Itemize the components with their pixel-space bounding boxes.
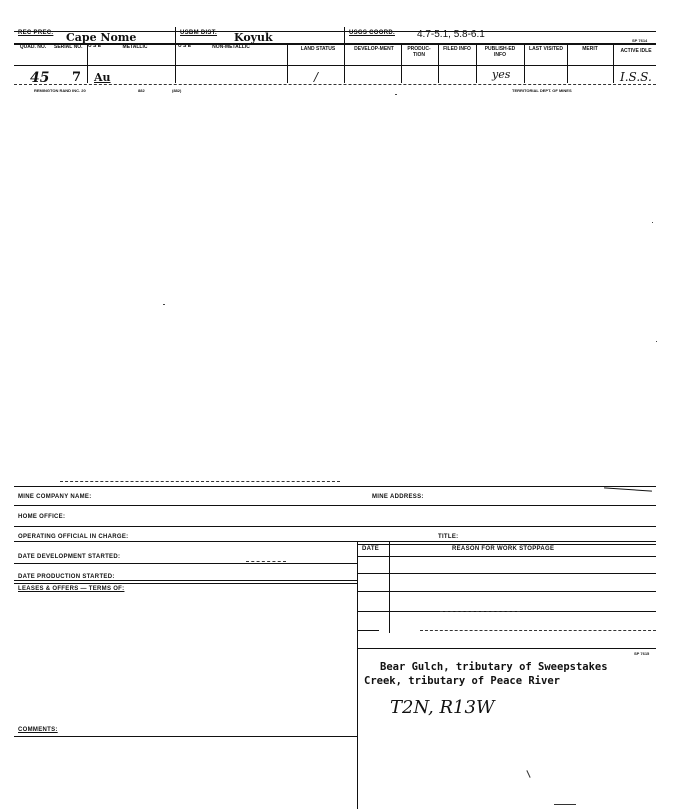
col-serial-no: SERIAL NO. [54,44,83,50]
col-development: DEVELOP-MENT [354,46,394,52]
form-line [14,563,357,564]
form-line [357,630,379,631]
col-non-metallic: NON-METALLIC [212,44,250,50]
col-active-idle: ACTIVE IDLE [620,48,652,54]
usbm-dist-value: Koyuk [234,31,273,44]
title-label: TITLE: [438,534,459,540]
divider [87,43,88,83]
speck [652,222,653,223]
header-row-line [14,65,656,66]
strip-mid1: 882 [138,88,145,93]
col-use-1: U S E [88,43,102,49]
stroke-mark [526,770,530,778]
dash-mark [246,561,286,562]
form-line [14,526,656,527]
rec-prec-label: REC PREC. [18,30,54,36]
row-published-info: yes [492,68,511,81]
row-land-status: / [314,70,319,84]
speck [163,304,165,305]
divider [401,43,402,83]
divider [613,43,614,83]
stroke-mark [604,487,652,491]
row-metallic: Au [94,71,111,84]
form-number-bottom: SP 7615 [634,651,650,656]
form-line [14,541,656,542]
divider [438,43,439,83]
form-line [14,736,357,737]
row-serial: 7 [72,70,82,85]
date-development-label: DATE DEVELOPMENT STARTED: [18,554,121,560]
col-merit: MERIT [582,46,598,52]
home-office-label: HOME OFFICE: [18,514,66,520]
mine-address-label: MINE ADDRESS: [372,494,424,500]
col-quad-no: QUAD. NO. [19,44,47,50]
form-line-dashed [420,630,656,631]
stroke-mark [554,804,576,805]
form-number-top: SP 7614 [632,38,648,43]
leases-offers-label: LEASES & OFFERS — TERMS OF: [18,586,125,592]
divider [524,43,525,83]
divider [287,43,288,83]
form-line-double [357,544,656,545]
mine-company-name-label: MINE COMPANY NAME: [18,494,92,500]
usgs-coord-value: 4.7-5.1, 5.8-6.1 [417,29,485,40]
speck [395,94,397,95]
form-line [14,505,656,506]
divider [175,27,176,83]
location-line-1: Bear Gulch, tributary of Sweepstakes [380,661,608,673]
form-top-dashed [60,481,340,482]
col-production: PRODUC-TION [407,46,431,58]
col-filed-info: FILED INFO [443,46,471,52]
divider [476,43,477,83]
col-published-info: PUBLISH-ED INFO [484,46,516,58]
usgs-coord-label: USGS COORD. [349,30,395,36]
strip-left: REMINGTON RAND INC. 20 [34,88,86,93]
date-divider [389,541,390,633]
row-bottom-line [14,84,656,85]
form-line [357,573,656,574]
col-use-2: U S E [178,43,192,49]
form-line [14,580,357,581]
column-divider [357,541,358,809]
form-line [14,583,357,584]
operating-official-label: OPERATING OFFICIAL IN CHARGE: [18,534,129,540]
form-line [357,556,656,557]
col-land-status: LAND STATUS [300,46,336,52]
usbm-dist-label: USBM DIST. [180,30,218,36]
date-production-label: DATE PRODUCTION STARTED: [18,574,115,580]
dash-mark [440,611,520,612]
form-line [357,591,656,592]
col-last-visited: LAST VISITED [529,46,563,52]
form-top-line [14,486,656,487]
strip-right: TERRITORIAL DEPT. OF MINES [512,88,572,93]
comments-label: COMMENTS: [18,727,58,733]
row-active-idle: I.S.S. [620,70,652,84]
row-quad: 45 [30,70,50,86]
date-col-label: DATE [362,546,380,552]
col-metallic: METALLIC [122,44,148,50]
township-range: T2N, R13W [390,697,495,718]
strip-mid2: (882) [172,88,182,93]
reason-stoppage-label: REASON FOR WORK STOPPAGE [452,546,555,552]
location-line-2: Creek, tributary of Peace River [364,675,560,687]
speck [656,341,657,342]
divider [344,27,345,83]
rec-prec-value: Cape Nome [66,31,137,44]
divider [567,43,568,83]
notes-top-line [357,648,656,649]
